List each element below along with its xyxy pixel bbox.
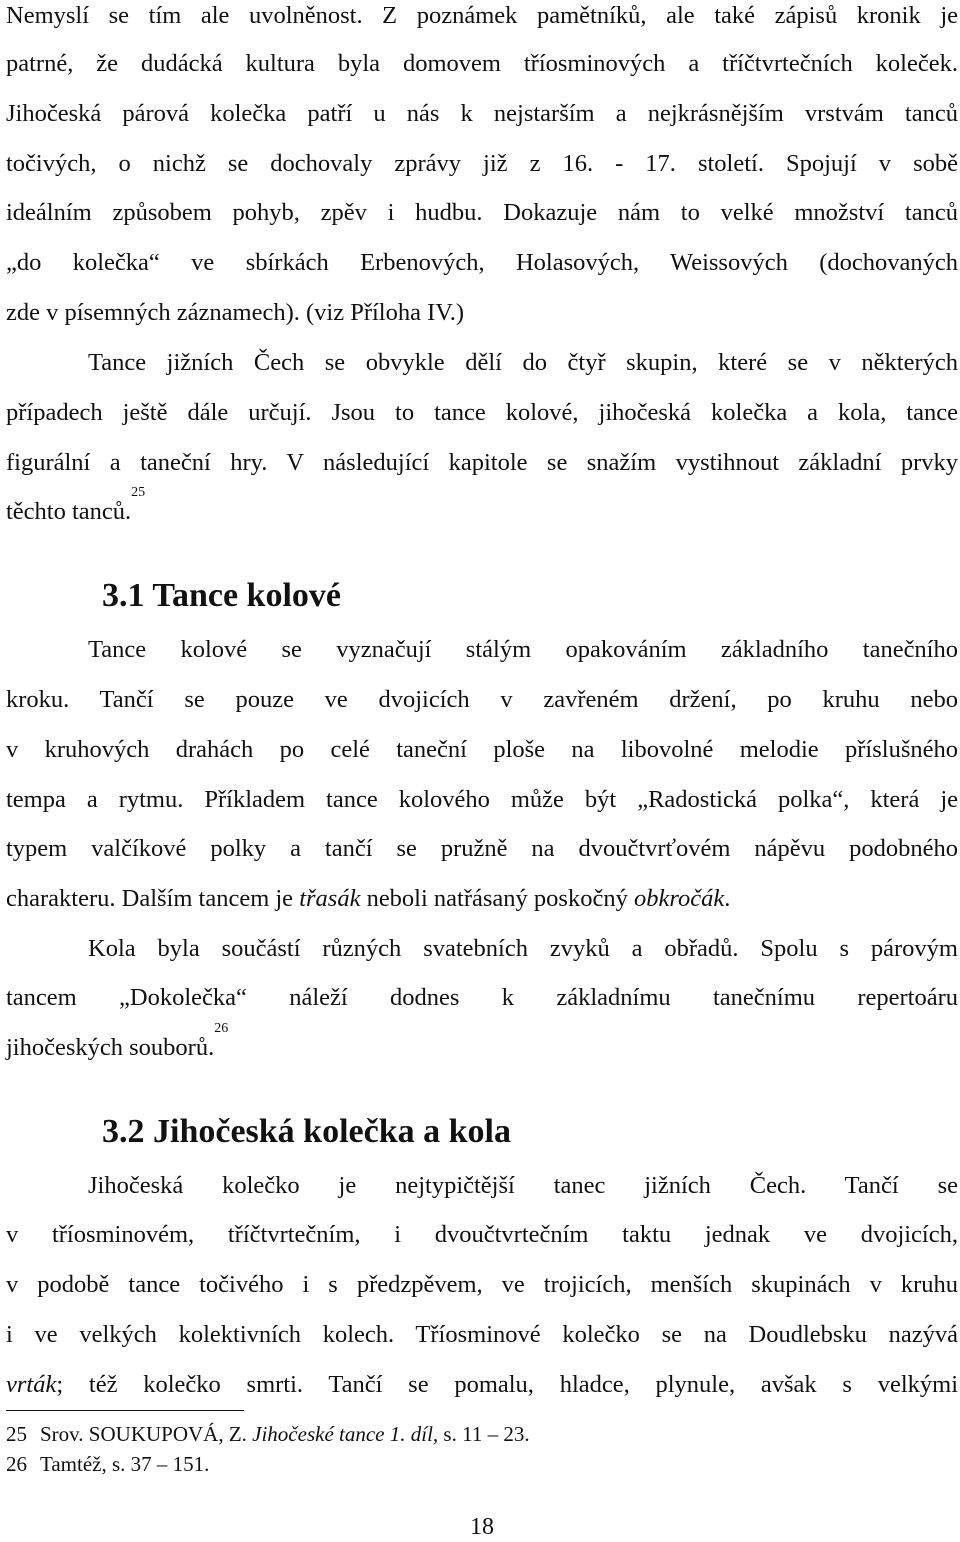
text-line: točivých, o nichž se dochovaly zprávy již z 16. - 17. století. Spojují v sobě [6,150,958,177]
footnote [6,1420,530,1448]
text-line [6,883,958,915]
text-line: zde v písemných záznamech). (viz Příloha IV.) [6,299,465,326]
footnote-number: 25 [6,1422,27,1446]
text-line: případech ještě dále určují. Jsou to tance kolové, jihočeská kolečka a kola, tance [6,399,958,426]
text-line: Nemyslí se tím ale uvolněnost. Z poznámek pamětníků, ale také zápisů kronik je [6,2,958,29]
text-line: ideálním způsobem pohyb, zpěv i hudbu. Dokazuje nám to velké množství tanců [6,199,958,226]
text-span: s. 11 – 23. [438,1422,530,1446]
text-line: i ve velkých kolektivních kolech. Tříosminové kolečko se na Doudlebsku nazývá [6,1321,958,1348]
text-line: v tříosminovém, tříčtvrtečním, i dvoučtvrtečním taktu jednak ve dvojicích, [6,1221,958,1248]
text-line: Tance kolové se vyznačují stálým opakováním základního tanečního [88,636,958,663]
text-line: Jihočeská kolečko je nejtypičtější tanec jižních Čech. Tančí se [88,1172,958,1199]
text-line: Tance jižních Čech se obvykle dělí do čtyř skupin, které se v některých [88,349,958,376]
text-line: typem valčíkové polky a tančí se pružně na dvoučtvrťovém nápěvu podobného [6,835,958,862]
footnote [6,1450,209,1478]
italic-term: Jihočeské tance 1. díl, [252,1422,439,1446]
text-span: Tamtéž, s. 37 – 151. [40,1452,210,1476]
italic-term: vrták [6,1371,57,1398]
text-span: . [724,885,731,912]
text-line: Jihočeská párová kolečka patří u nás k nejstarším a nejkrásnějším vrstvám tanců [6,100,958,127]
text-line [6,485,958,528]
text-span: charakteru. Dalším tancem je [6,885,300,912]
section-heading: 3.2 Jihočeská kolečka a kola [102,1113,511,1150]
footnote-ref: 26 [214,1021,229,1036]
text-line: kroku. Tančí se pouze ve dvojicích v zavřeném držení, po kruhu nebo [6,686,958,713]
italic-term: třasák [299,885,361,912]
text-line [6,1369,958,1401]
footnote-separator [6,1410,244,1411]
text-line: tempa a rytmu. Příkladem tance kolového může být „Radostická polka“, která je [6,786,958,813]
text-span: neboli natřásaný poskočný [360,885,634,912]
text-line: Kola byla součástí různých svatebních zvyků a obřadů. Spolu s párovým [88,935,958,962]
text-span: jihočeských souborů. [6,1034,215,1061]
footnote-ref: 25 [131,485,146,500]
text-span: ; též kolečko smrti. Tančí se pomalu, hladce, plynule, avšak s velkými [56,1371,958,1398]
text-span: těchto tanců. [6,498,132,525]
text-line: „do kolečka“ ve sbírkách Erbenových, Holasových, Weissových (dochovaných [6,249,958,276]
page-number: 18 [470,1514,494,1540]
text-line: patrné, že dudácká kultura byla domovem tříosminových a tříčtvrtečních koleček. [6,50,958,77]
text-line: v podobě tance točivého i s předzpěvem, ve trojicích, menších skupinách v kruhu [6,1271,958,1298]
text-line: tancem „Dokolečka“ náleží dodnes k základnímu tanečnímu repertoáru [6,984,958,1011]
italic-term: obkročák [633,885,725,912]
text-line: figurální a taneční hry. V následující kapitole se snažím vystihnout základní prvky [6,449,958,476]
text-line [6,1021,958,1064]
footnote-number: 26 [6,1452,27,1476]
section-heading: 3.1 Tance kolové [102,577,341,614]
text-line: v kruhových drahách po celé taneční ploše na libovolné melodie příslušného [6,736,958,763]
text-span: Srov. SOUKUPOVÁ, Z. [40,1422,253,1446]
